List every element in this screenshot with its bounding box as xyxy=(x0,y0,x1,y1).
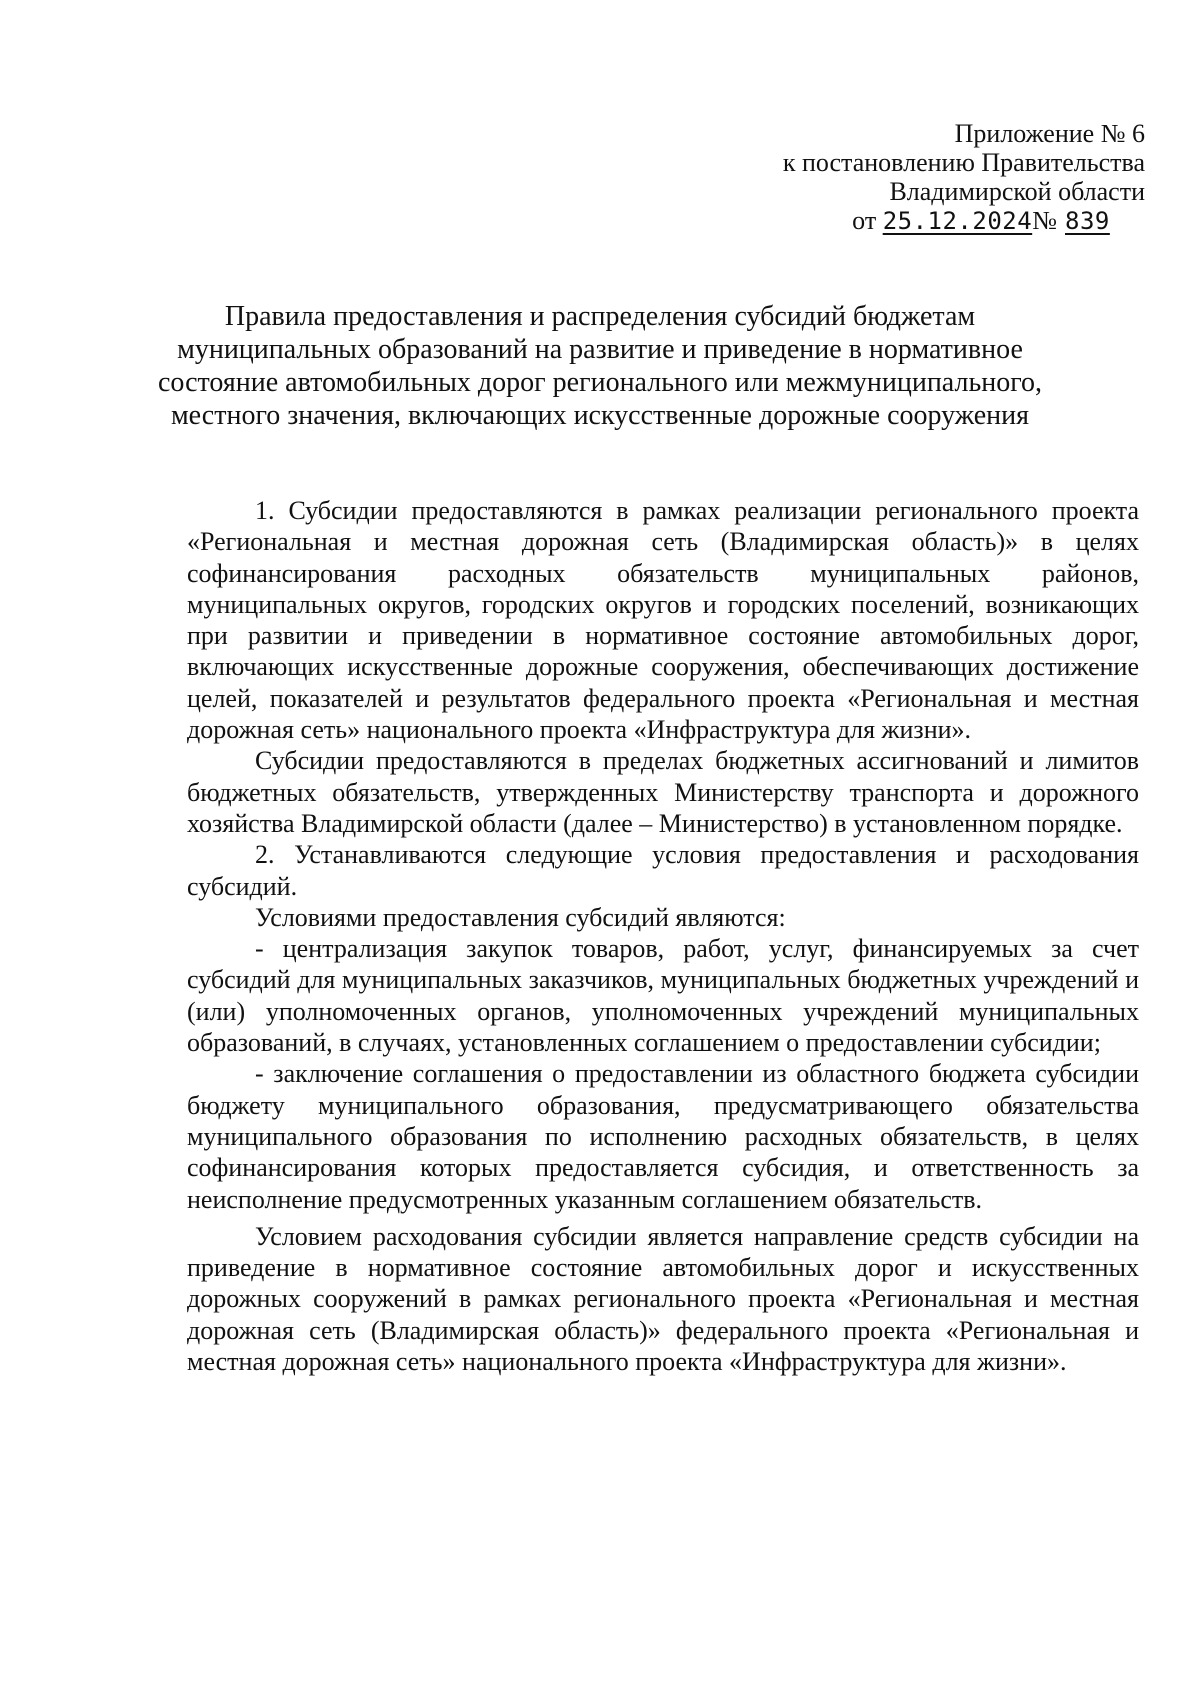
paragraph-1: 1. Субсидии предоставляются в рамках реализации регионального проекта «Региональная и местная дорожная сеть (Владимирская область)» в целях софинансирования расходных обязательств муниципальных районов, муниципальных округов, городских округов и городских поселений, возникающих при развитии и приведении в нормативное состояние автомобильных дорог, включающих искусственные дорожные сооружения, обеспечивающих достижение целей, показателей и результатов федерального проекта «Региональная и местная дорожная сеть» национального проекта «Инфраструктура для жизни». xyxy=(187,496,1139,745)
resolution-date-line xyxy=(625,206,1145,236)
paragraph-5: - централизация закупок товаров, работ, услуг, финансируемых за счет субсидий для муниципальных заказчиков, муниципальных бюджетных учреждений и (или) уполномоченных органов, уполномоченных учреждений муниципальных образований, в случаях, установленных соглашением о предоставлении субсидии; xyxy=(187,934,1139,1058)
paragraph-4: Условиями предоставления субсидий являются: xyxy=(255,902,786,932)
appendix-region: Владимирской области xyxy=(889,177,1145,206)
appendix-number: Приложение № 6 xyxy=(954,119,1145,148)
paragraph-3: 2. Устанавливаются следующие условия предоставления и расходования субсидий. xyxy=(187,840,1139,901)
paragraph-6: - заключение соглашения о предоставлении из областного бюджета субсидии бюджету муниципального образования, предусматривающего обязательства муниципального образования по исполнению расходных обязательств, в целях софинансирования которых предоставляется субсидия, и ответственность за неисполнение предусмотренных указанным соглашением обязательств. xyxy=(187,1059,1139,1214)
paragraph-7: Условием расходования субсидии является направление средств субсидии на приведение в нормативное состояние автомобильных дорог и искусственных дорожных сооружений в рамках регионального проекта «Региональная и местная дорожная сеть (Владимирская область)» федерального проекта «Региональная и местная дорожная сеть» национального проекта «Инфраструктура для жизни». xyxy=(187,1221,1139,1377)
resolution-number: 839 xyxy=(1065,207,1110,235)
number-prefix: № xyxy=(1032,206,1057,235)
paragraph-2: Субсидии предоставляются в пределах бюджетных ассигнований и лимитов бюджетных обязательств, утвержденных Министерству транспорта и дорожного хозяйства Владимирской области (далее – Министерство) в установленном порядке. xyxy=(187,746,1139,838)
date-prefix: от xyxy=(852,206,877,235)
appendix-reference: к постановлению Правительства xyxy=(782,148,1145,177)
appendix-header xyxy=(625,119,1145,236)
document-body xyxy=(187,495,1139,1377)
document-title: Правила предоставления и распределения субсидий бюджетам муниципальных образований на развитие и приведение в нормативное состояние автомобильных дорог регионального или межмуниципального, местного значения, включающих искусственные дорожные сооружения xyxy=(158,301,1042,431)
resolution-date: 25.12.2024 xyxy=(882,207,1033,235)
